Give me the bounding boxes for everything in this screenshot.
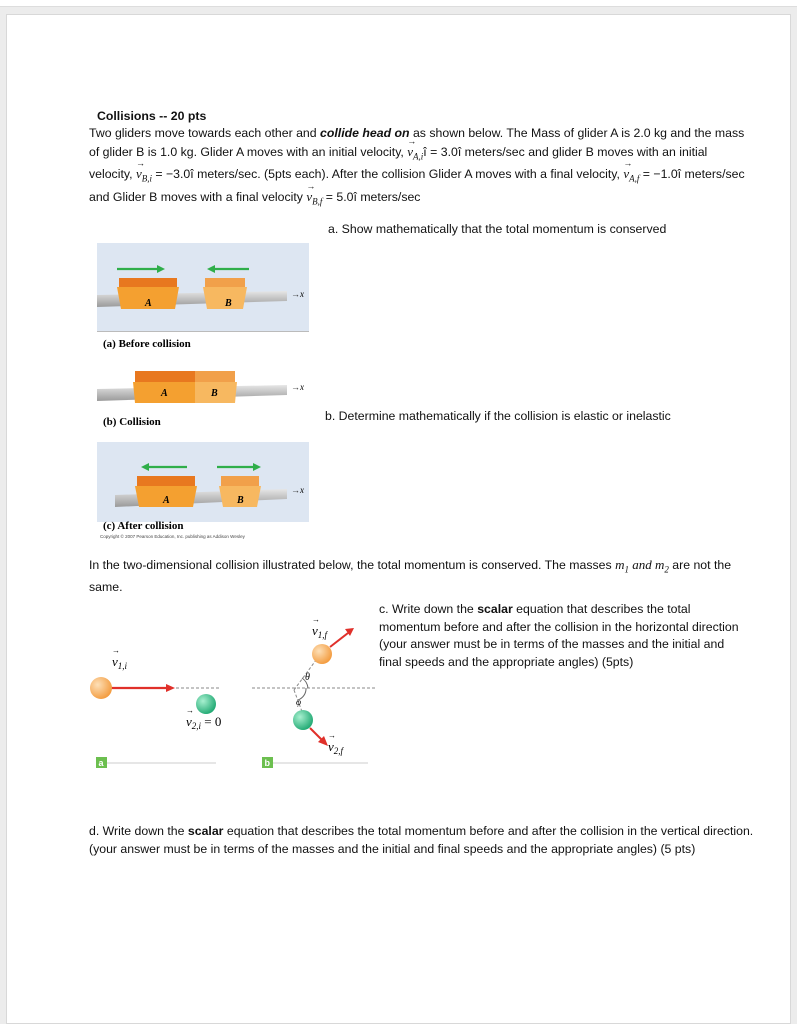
qc-bold: scalar: [477, 602, 513, 616]
intro2-and: and: [628, 557, 655, 572]
glider-a-label-c: A: [163, 495, 170, 506]
theta-label: θ: [305, 672, 310, 683]
v1i-sym: v: [112, 654, 118, 669]
var-m2: m: [654, 557, 665, 572]
glider-a-label: A: [145, 298, 152, 309]
panel-a-divider: [97, 331, 309, 332]
axis-arrow-b: →: [291, 382, 300, 392]
glider-figure: [97, 243, 312, 543]
axis-label-a: x: [300, 289, 304, 299]
var-vAf: → v: [623, 165, 629, 183]
intro2-text-2: are not the same.: [89, 558, 732, 594]
qc-post: equation that describes the total momentum before and after the collision in the horizontal direction (your answer must be in terms of the masses and the initial and final speeds and the appropriate angles) (5pts): [379, 602, 739, 669]
axis-arrow-a: →: [291, 289, 300, 299]
var-m2-sub: 2: [664, 564, 669, 575]
v2i-eq: = 0: [201, 714, 222, 729]
qd-bold: scalar: [187, 824, 224, 838]
var-vBf-sub: B,f: [312, 196, 323, 207]
phi-label: φ: [296, 697, 301, 707]
tag-b: b: [264, 758, 270, 768]
ball-1-a: [90, 677, 112, 699]
panel-c-bg: [97, 442, 309, 522]
v2i-label: [186, 714, 221, 731]
eq-vAi: î = 3.0î meters/sec and glider B moves with an initial velocity,: [89, 144, 708, 182]
section-title: Collisions -- 20 pts: [97, 109, 207, 123]
intro-2d: [89, 556, 749, 596]
caption-b: (b) Collision: [103, 416, 161, 428]
glider-b-top-c: [221, 476, 259, 486]
v1i-sub: 1,i: [117, 661, 128, 671]
question-a: a. Show mathematically that the total momentum is conserved: [328, 222, 667, 236]
v2i-sub: 2,i: [191, 721, 202, 731]
question-d: [89, 823, 754, 858]
problem-intro: [89, 125, 749, 211]
axis-label-c: x: [300, 485, 304, 495]
ball-2-b: [293, 710, 313, 730]
glider-b-label: B: [225, 298, 232, 309]
question-b: b. Determine mathematically if the collision is elastic or inelastic: [325, 409, 671, 423]
glider-b-label-c: B: [237, 495, 244, 506]
v2f-sub: 2,f: [333, 746, 344, 756]
v2i-vec: →: [186, 706, 194, 715]
intro2-text-1: In the two-dimensional collision illustrated below, the total momentum is conserved. The masses: [89, 558, 616, 572]
var-vBi: → v: [136, 165, 142, 183]
v2f-arrow: [310, 728, 322, 740]
var-vAi: → v: [407, 143, 413, 161]
v1f-label: [312, 623, 329, 640]
var-m1: m: [615, 557, 625, 572]
var-m1-sub: 1: [624, 564, 629, 575]
v1f-arrow: [330, 633, 348, 647]
collision-2d-figure: [86, 614, 376, 774]
qc-pre: c. Write down the: [379, 602, 478, 616]
ball-1-b: [312, 644, 332, 664]
axis-arrow-c: →: [291, 485, 300, 495]
qd-pre: d. Write down the: [89, 824, 188, 838]
v2f-sym: v: [328, 739, 334, 754]
v1i-label: [112, 654, 128, 671]
glider-b-label-b: B: [211, 388, 218, 399]
ball-2-a: [196, 694, 216, 714]
glider-a-top-c: [137, 476, 195, 486]
qd-post: equation that describes the total momentum before and after the collision in the vertical direction. (your answer must be in terms of the masses and the initial and final speeds and the appropriate angles) (5 pts): [89, 824, 754, 856]
v1f-sub: 1,f: [317, 630, 328, 640]
glider-b-top-b: [195, 371, 235, 382]
caption-c: (c) After collision: [103, 520, 184, 532]
copyright: Copyright © 2007 Pearson Education, Inc. publishing as Addison Wesley: [100, 534, 245, 539]
top-bar: [0, 0, 797, 7]
glider-a-top-b: [135, 371, 195, 382]
question-c: [379, 601, 749, 671]
intro-text-2: as shown below. The Mass of glider A is 2.0 kg and the mass of glider B is 1.0 kg. Glider A moves with an initial velocity,: [89, 126, 745, 159]
var-vAi-sub: A,i: [413, 150, 424, 161]
intro-text-1: Two gliders move towards each other and: [89, 126, 321, 140]
v1i-vec: →: [112, 646, 120, 655]
tag-a: a: [98, 758, 104, 768]
var-vBf: → v: [306, 188, 312, 206]
var-vBi-sub: B,i: [141, 173, 152, 184]
v2i-sym: v: [186, 714, 192, 729]
intro-emphasis: collide head on: [320, 126, 410, 140]
v2f-label: [328, 739, 345, 756]
eq-vBi: = −3.0î meters/sec. (5pts each). After the collision Glider A moves with a final velocity,: [151, 167, 624, 182]
v1f-sym: v: [312, 623, 318, 638]
glider-b-top: [205, 278, 245, 288]
eq-vAf: = −1.0î meters/sec and Glider B moves with a final velocity: [89, 167, 745, 205]
var-vAf-sub: A,f: [629, 173, 640, 184]
v1i-arrow-head: [166, 684, 175, 692]
axis-label-b: x: [300, 382, 304, 392]
v2f-vec: →: [328, 731, 336, 740]
eq-vBf: = 5.0î meters/sec: [322, 190, 421, 205]
glider-a-top: [119, 278, 177, 288]
caption-a: (a) Before collision: [103, 338, 191, 350]
glider-a-label-b: A: [161, 388, 168, 399]
v1f-vec: →: [312, 615, 320, 624]
